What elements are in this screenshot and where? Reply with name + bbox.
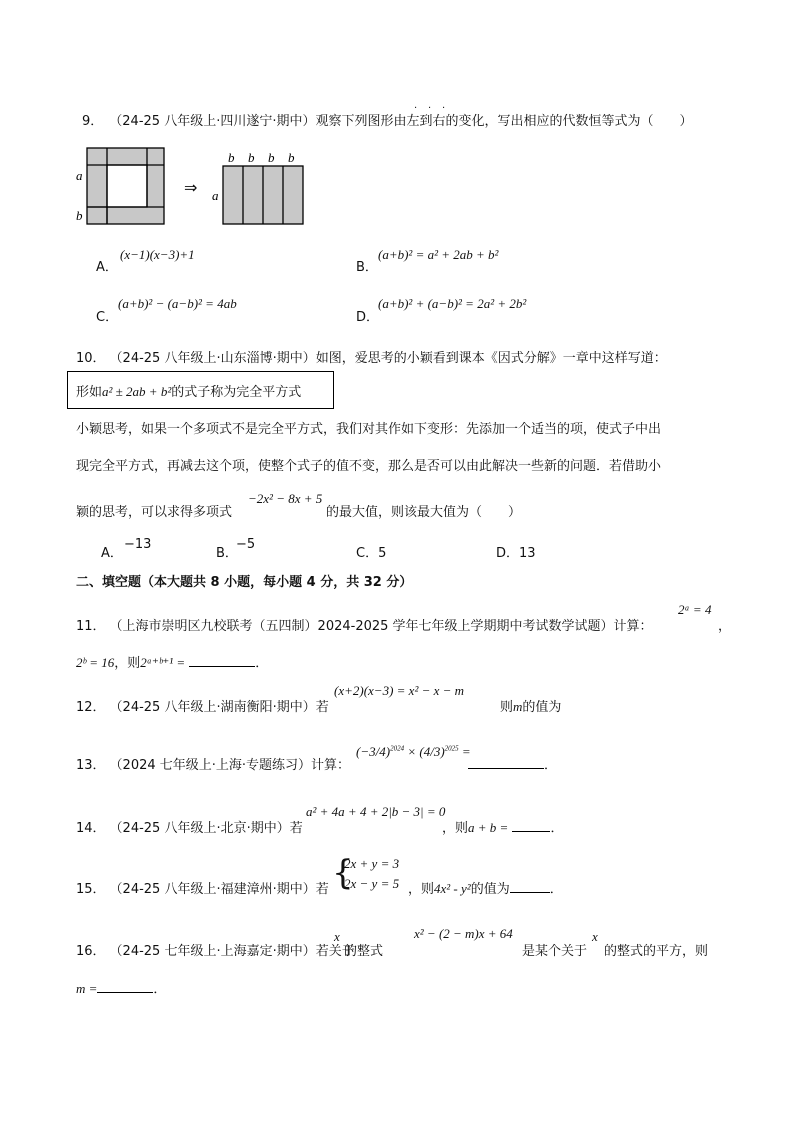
q10-para-line1: 小颖思考，如果一个多项式不是完全平方式，我们对其作如下变形：先添加一个适当的项，使式子中出 [76,422,662,437]
option-label: D． [356,310,380,325]
system-brace: { [332,853,354,893]
q12-question [76,696,329,715]
q9-figure-left [72,143,172,228]
q9-figure-right [208,148,308,228]
q16-text3: 是某个关于 [522,944,588,959]
answer-blank[interactable] [510,892,550,893]
exp2: 2025 [444,744,459,753]
q11-text: （上海市崇明区九校联考（五四制）2024-2025 学年七年级上学期期中考试数学试题）计算： [109,619,653,634]
q12-text: （24-25 八年级上·湖南衡阳·期中）若 [109,700,329,715]
option-label: A． [96,260,118,275]
answer-blank[interactable] [97,992,153,993]
option-label: A． [101,546,123,561]
option-label: B． [356,260,378,275]
q13-number: 13． [76,758,106,773]
q14-text2: ，则 [442,821,469,836]
q11-line2 [76,652,268,671]
implies-arrow: ⇒ [184,178,198,197]
q10-option-b[interactable] [216,542,238,561]
q15-end: ． [549,882,563,897]
definition-text [76,381,301,400]
base2: 4/3 [423,744,441,759]
q9-option-d[interactable] [356,306,379,325]
q12-var: m [513,699,523,714]
section-title: 二、填空题（本大题共 8 小题，每小题 4 分，共 32 分） [76,575,413,590]
q15-number: 15． [76,882,106,897]
q9-option-a-expr: (x−1)(x−3)+1 [120,247,195,262]
emphasis-dot: · [428,103,432,114]
q9-option-b-expr: (a+b)² = a² + 2ab + b² [378,247,499,262]
q10-polynomial: −2x² − 8x + 5 [248,491,323,506]
q16-question [76,940,355,959]
option-label: C． [96,310,119,325]
q16-var2: x [592,929,598,944]
q13-text: （2024 七年级上·上海·专题练习）计算： [109,758,351,773]
q15-expr: 4x² - y² [434,881,471,896]
q11-number: 11． [76,619,106,634]
line3-prefix: 颖的思考，可以求得多项式 [76,505,233,520]
q13-end: ． [544,758,558,773]
q13-expr: $(-3/4)^{2024} \times (4/3)^{2025}$ = [356,744,471,759]
q10-line3-suffix: 的最大值，则该最大值为（ ） [326,505,522,520]
option-label: D． [496,546,520,561]
q11-line2-expr2: 2ᵃ⁺ᵇ⁺¹ = [140,655,186,670]
q15-text3: 的值为 [470,882,510,897]
q14-tail [442,817,563,836]
q15-tail [408,878,563,897]
q14-end: ． [550,821,564,836]
box-prefix: 形如 [76,385,103,400]
q16-text: （24-25 七年级上·上海嘉定·期中）若关于 [109,944,355,959]
emphasis-dot: · [442,103,446,114]
option-label: B． [216,546,238,561]
q16-var1: x [334,929,340,944]
equals: = [461,744,471,759]
q11-end: ． [255,656,269,671]
q11-comma: ， [718,619,732,634]
q16-line2-expr: m = [76,981,98,996]
q10-option-d[interactable] [496,542,536,561]
q10-option-a-value: −13 [124,537,152,552]
q12-text2: 则 [500,700,514,715]
label-b: b [288,150,295,165]
q10-option-c[interactable] [356,542,386,561]
q11-line2-expr: 2ᵇ = 16 [76,655,115,670]
q16-line2 [76,978,166,997]
q12-tail [500,696,561,715]
label-b: b [268,150,275,165]
q11-expr1: 2ᵃ = 4 [678,602,712,617]
q14-number: 14． [76,821,106,836]
q11-question [76,615,653,634]
box-suffix: 的式子称为完全平方式 [171,385,302,400]
answer-blank[interactable] [512,831,550,832]
q16-text2: 的整式 [344,944,384,959]
q15-text: （24-25 八年级上·福建漳州·期中）若 [109,882,329,897]
q14-expr2: a + b = [468,820,509,835]
q10-option-a[interactable] [101,542,123,561]
option-value: 13 [519,546,536,561]
label-b: b [76,208,83,223]
q12-expr: (x+2)(x−3) = x² − x − m [334,683,465,698]
label-a: a [212,188,219,203]
q9-number: 9． [82,114,104,129]
times: × [407,744,417,759]
q14-question [76,817,303,836]
q10-number: 10． [76,351,106,366]
emphasis-dot: · [414,103,418,114]
box-expr: a² ± 2ab + b² [102,384,172,399]
option-label: C． [356,546,379,561]
q9-option-b[interactable] [356,256,378,275]
q14-text: （24-25 八年级上·北京·期中）若 [109,821,303,836]
q10-question [76,347,667,366]
answer-blank[interactable] [468,768,544,769]
q15-text2: ，则 [408,882,435,897]
q13-question [76,754,350,773]
q9-question [82,110,692,129]
label-b: b [248,150,255,165]
q15-eq1: 2x + y = 3 [344,856,400,871]
q9-option-c-expr: (a+b)² − (a−b)² = 4ab [118,296,237,311]
answer-blank[interactable] [189,666,255,667]
label-b: b [228,150,235,165]
q9-option-c[interactable] [96,306,118,325]
exp1: 2024 [390,744,405,753]
q15-eq2: 2x − y = 5 [344,876,400,891]
q16-text4: 的整式的平方，则 [604,944,709,959]
q9-option-d-expr: (a+b)² + (a−b)² = 2a² + 2b² [378,296,527,311]
q9-text: （24-25 八年级上·四川遂宁·期中）观察下列图形由左到右的变化，写出相应的代数恒等式为（ ） [109,114,693,129]
q15-question [76,878,329,897]
q10-text: （24-25 八年级上·山东淄博·期中）如图，爱思考的小颖看到课本《因式分解》一章中这样写道： [109,351,667,366]
q13-answer [468,754,557,773]
q14-expr: a² + 4a + 4 + 2|b − 3| = 0 [306,804,446,819]
label-a: a [76,168,83,183]
q10-para-line3 [76,501,232,520]
q9-option-a[interactable] [96,256,118,275]
q16-expr: x² − (2 − m)x + 64 [414,926,513,941]
q12-number: 12． [76,700,106,715]
q16-end: ． [153,982,167,997]
q12-text3: 的值为 [522,700,562,715]
option-value: 5 [378,546,387,561]
q16-number: 16． [76,944,106,959]
q10-option-b-value: −5 [236,537,256,552]
base1: −3/4 [360,744,386,759]
q11-line2-text: ，则 [114,656,141,671]
q10-para-line2: 现完全平方式，再减去这个项，使整个式子的值不变，那么是否可以由此解决一些新的问题．若借助小 [76,459,662,474]
